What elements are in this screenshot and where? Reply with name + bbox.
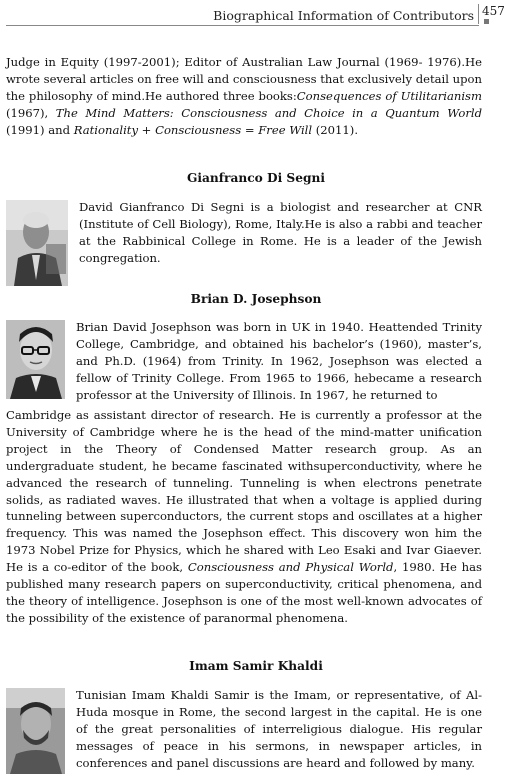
page-number: 457 bbox=[482, 4, 505, 18]
book-title: Rationality + Consciousness = Free Will bbox=[73, 122, 313, 137]
intro-text-3: (1991) and bbox=[6, 122, 74, 137]
bio-khaldi: Tunisian Imam Khaldi Samir is the Imam, or representative, of Al-Huda mosque in Rome, the second largest in the capital. He is one of the great personalities of interreligious dialogue. His regular messages of peace in his sermons, in newspaper articles, in conferences and panel discussions are heard and followed by many. bbox=[76, 688, 482, 770]
section-heading-segni: Gianfranco Di Segni bbox=[186, 171, 326, 185]
section-heading-khaldi: Imam Samir Khaldi bbox=[189, 659, 323, 673]
header-divider bbox=[478, 4, 479, 24]
portrait-photo-josephson bbox=[6, 320, 65, 399]
bio-josephson-full bbox=[6, 407, 482, 627]
header-rule bbox=[6, 25, 479, 26]
portrait-photo-khaldi bbox=[6, 688, 65, 774]
bio-josephson-floated: Brian David Josephson was born in UK in 1940. Heattended Trinity College, Cambridge, and obtained his bachelor’s (1960), master’s, and Ph.D. (1964) from Trinity. In 1962, Josephson was elected a fellow of Trinity College. From 1965 to 1966, hebecame a research professor at the University of Illinois. In 1967, he returned to bbox=[76, 320, 482, 402]
bio-josephson-text-1: Cambridge as assistant director of research. He is currently a professor at the University of Cambridge where he is the head of the mind-matter unification project in the Theory of Condensed Matter research group. As an undergraduate student, he became fascinated withsuperconductivity, where he advanced the research of tunneling. Tunneling is when electrons penetrate solids, as radiated waves. He illustrated that when a voltage is applied during tunneling between superconductors, the current stops and oscillates at a higher frequency. This was named the Josephson effect. This discovery won him the 1973 Nobel Prize for Physics, which he shared with Leo Esaki and Ivar Giaever. He is a co-editor of the book, bbox=[6, 408, 482, 575]
page-marker bbox=[484, 19, 489, 24]
bio-segni: David Gianfranco Di Segni is a biologist and researcher at CNR (Institute of Cell Biology), Rome, Italy.He is also a rabbi and teacher at the Rabbinical College in Rome. He is a leader of the Jewish congregation. bbox=[79, 200, 482, 265]
intro-text-2: (1967), bbox=[6, 105, 56, 120]
book-title: The Mind Matters: Consciousness and Choice in a Quantum World bbox=[55, 105, 482, 120]
intro-text-4: (2011). bbox=[312, 122, 359, 137]
intro-paragraph bbox=[6, 54, 482, 139]
intro-text-1: Judge in Equity (1997-2001); Editor of Australian Law Journal (1969- 1976).He wrote several articles on free will and consciousness that exclusively detail upon the philosophy of mind.He authored three books: bbox=[6, 55, 482, 103]
portrait-photo-segni bbox=[6, 200, 68, 286]
bio-josephson-text-2: , 1980. He has published many research papers on superconductivity, critical phenomena, and the theory of intelligence. Josephson is one of the most well-known advocates of the possibility of the existence of paranormal phenomena. bbox=[6, 560, 482, 625]
book-title: Consequences of Utilitarianism bbox=[296, 88, 482, 103]
running-header bbox=[0, 0, 512, 30]
section-heading-josephson: Brian D. Josephson bbox=[190, 292, 322, 306]
header-title: Biographical Information of Contributors bbox=[213, 8, 474, 23]
book-title: Consciousness and Physical World bbox=[187, 560, 394, 575]
